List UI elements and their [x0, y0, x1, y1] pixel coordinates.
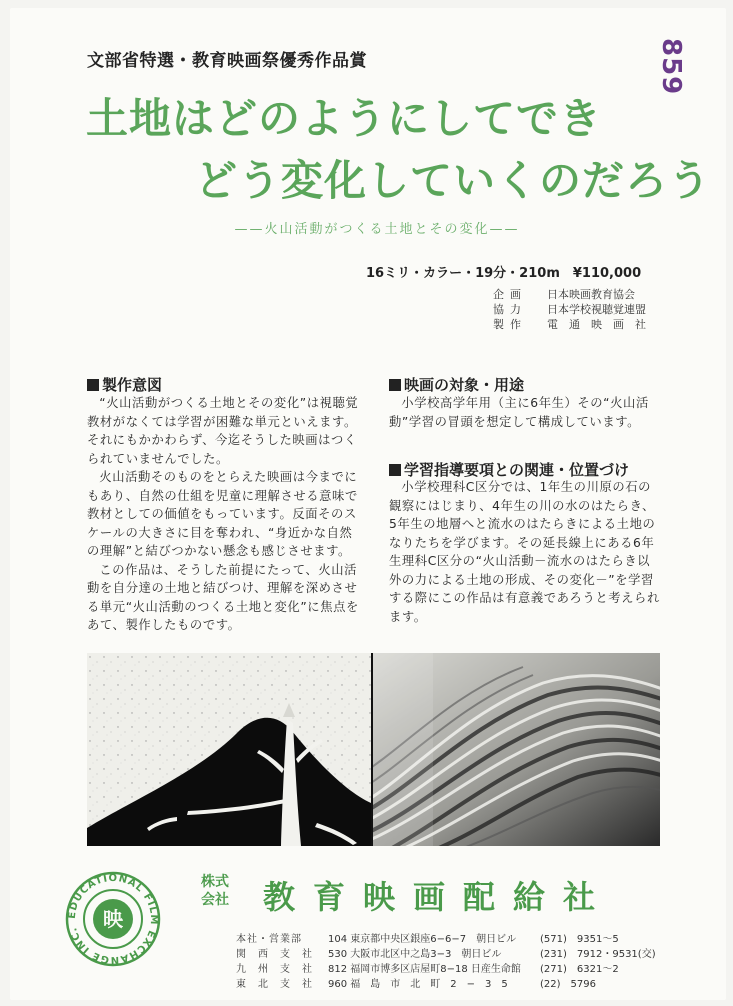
- film-exchange-logo-icon: [65, 871, 161, 967]
- section-heading-text: 学習指導要項との関連・位置づけ: [404, 461, 630, 479]
- credit-org: 日本映画教育協会: [547, 288, 635, 301]
- credit-role: 協力: [493, 303, 527, 316]
- title-line-2: どう変化していくのだろう: [195, 156, 712, 205]
- section-heading-curriculum: [389, 459, 629, 480]
- office-row: [236, 932, 666, 947]
- office-tel: (271) 6321〜2: [540, 964, 619, 975]
- office-name: 九 州 支 社: [236, 964, 313, 975]
- office-tel: (571) 9351〜5: [540, 934, 619, 945]
- credit-row: [493, 317, 646, 332]
- office-address: 812 福岡市博多区店屋町8−18 日産生命館: [328, 964, 521, 975]
- title-line-1: 土地はどのようにしてでき: [86, 94, 603, 143]
- company-kind-line: 会社: [201, 892, 229, 908]
- credit-role: 企画: [493, 288, 527, 301]
- section-heading-intent: [87, 374, 162, 395]
- credit-role: 製作: [493, 318, 527, 331]
- section-heading-text: 映画の対象・用途: [404, 376, 525, 394]
- office-name: 本社・営業部: [236, 934, 302, 945]
- film-specs: 16ミリ・カラー・19分・210m ¥110,000: [366, 266, 642, 281]
- office-tel: (22) 5796: [540, 979, 596, 990]
- subtitle: ——火山活動がつくる土地とその変化——: [234, 222, 520, 237]
- office-list: [236, 932, 666, 992]
- company-logo: [65, 871, 161, 967]
- credit-org: 電 通 映 画 社: [547, 318, 646, 331]
- section-body-target: [389, 394, 661, 431]
- logo-ring-text: EDUCATIONAL FILM EXCHANGE INC.: [66, 872, 160, 966]
- office-row: [236, 977, 666, 992]
- logo-char: 映: [103, 907, 123, 931]
- award-line: 文部省特選・教育映画祭優秀作品賞: [87, 51, 367, 71]
- section-body-intent: [87, 394, 359, 635]
- square-bullet-icon: [389, 379, 401, 391]
- company-kind: [195, 873, 235, 909]
- company-kind-line: 株式: [201, 874, 229, 890]
- strata-drawing: [373, 653, 660, 846]
- section-body-curriculum: [389, 478, 661, 626]
- handwritten-number: 859: [656, 38, 686, 96]
- paragraph: この作品は、そうした前提にたって、火山活動を自分達の土地と結びつけ、理解を深めさせる単元“火山活動のつくる土地と変化”に焦点をあて、製作したものです。: [87, 562, 359, 632]
- volcano-drawing: [87, 653, 371, 846]
- office-tel: (231) 7912・9531(交): [540, 949, 656, 960]
- volcano-illustration: [87, 653, 371, 846]
- office-address: 530 大阪市北区中之島3−3 朝日ビル: [328, 949, 502, 960]
- paragraph: 火山活動そのものをとらえた映画は今までにもあり、自然の仕組を児童に理解させる意味で教材としての価値をもっています。反面そのスケールの大きさに目を奪われ、“身近かな自然の理解”と結びつかない懸念も感じさせます。: [87, 470, 358, 558]
- credit-row: [493, 302, 646, 317]
- office-row: [236, 962, 666, 977]
- office-name: 関 西 支 社: [236, 949, 313, 960]
- office-row: [236, 947, 666, 962]
- square-bullet-icon: [389, 464, 401, 476]
- photo-strip: [87, 653, 660, 846]
- office-name: 東 北 支 社: [236, 979, 313, 990]
- company-name: 教育映画配給社: [263, 878, 614, 916]
- credit-org: 日本学校視聴覚連盟: [547, 303, 646, 316]
- section-heading-text: 製作意図: [102, 376, 163, 394]
- paragraph: “火山活動がつくる土地とその変化”は視聴覚教材がなくては学習が困難な単元といえます。それにもかかわらず、今迄そうした映画はつくられていませんでした。: [87, 396, 359, 466]
- paragraph: 小学校高学年用（主に6年生）その“火山活動”学習の冒頭を想定して構成しています。: [389, 396, 649, 429]
- credits: [493, 287, 646, 332]
- office-address: 104 東京都中央区銀座6−6−7 朝日ビル: [328, 934, 517, 945]
- rock-strata-photo: [373, 653, 660, 846]
- office-address: 960 福 島 市 北 町 2 − 3 5: [328, 979, 508, 990]
- credit-row: [493, 287, 646, 302]
- paragraph: 小学校理科C区分では、1年生の川原の石の観察にはじまり、4年生の川の水のはたらき、5年生の地層へと流水のはたらきによる土地のなりたちを学びます。その延長線上にある6年生理科C区分の“火山活動－流水のはたらき以外の力による土地の形成、その変化－”を学習する際にこの作品は有意義であろうと考えられます。: [389, 480, 660, 624]
- square-bullet-icon: [87, 379, 99, 391]
- section-heading-target: [389, 374, 524, 395]
